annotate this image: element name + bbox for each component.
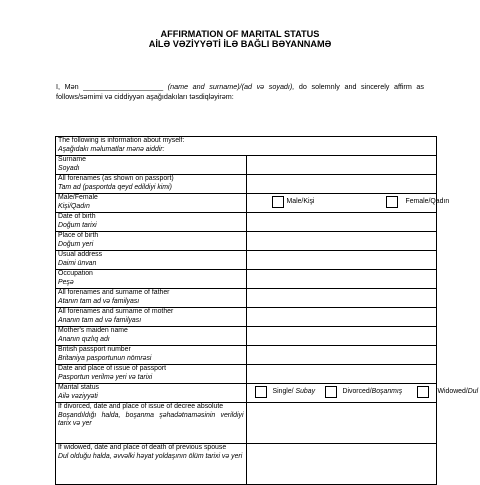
row-label: Date and place of issue of passport Pasportun verilmə yeri və tarixi xyxy=(56,365,247,384)
checkbox-icon[interactable] xyxy=(386,196,398,208)
checkbox-icon[interactable] xyxy=(272,196,284,208)
row-label: All forenames (as shown on passport) Tam ad (pasportda qeyd edildiyi kimi) xyxy=(56,175,247,194)
place-of-birth-field[interactable] xyxy=(246,232,437,251)
mother-maiden-name-field[interactable] xyxy=(246,327,437,346)
date-of-birth-field[interactable] xyxy=(246,213,437,232)
checkbox-icon[interactable] xyxy=(325,386,337,398)
row-label: Place of birth Doğum yeri xyxy=(56,232,247,251)
intro-suffix: do solemnly and sincerely affirm as follows/səmimi və ciddiyyən aşağıdakıları təsdiqləyirəm: xyxy=(56,82,424,101)
header-en: The following is information about myself: xyxy=(58,137,185,144)
surname-field[interactable] xyxy=(246,156,437,175)
row-label: Occupation Peşə xyxy=(56,270,247,289)
row-label: If divorced, date and place of issue of decree absolute Boşandıldığı halda, boşanma şəhadətnaməsinin verildiyi tarix və yer xyxy=(56,403,247,444)
row-label: Male/Female Kişi/Qadın xyxy=(56,194,247,213)
row-label: All forenames and surname of mother Ananın tam ad və familyası xyxy=(56,308,247,327)
widowed-details-field[interactable] xyxy=(246,444,437,485)
row-label: Surname Soyadı xyxy=(56,156,247,175)
male-option[interactable]: Male/Kişi xyxy=(272,196,315,208)
row-label: All forenames and surname of father Atanın tam ad və familyası xyxy=(56,289,247,308)
intro-prefix: I, Mən ____________________ xyxy=(56,82,164,91)
row-label: British passport number Britaniya pasportunun nömrəsi xyxy=(56,346,247,365)
female-option[interactable]: Female/Qadın xyxy=(386,196,450,208)
address-field[interactable] xyxy=(246,251,437,270)
checkbox-icon[interactable] xyxy=(417,386,429,398)
divorce-details-field[interactable] xyxy=(246,403,437,444)
header-az: Aşağıdakı məlumatlar mənə aiddir: xyxy=(58,145,165,153)
intro-italic: (name and surname)/(ad və soyadı), xyxy=(167,82,295,91)
row-label: Date of birth Doğum tarixi xyxy=(56,213,247,232)
passport-issue-field[interactable] xyxy=(246,365,437,384)
widowed-option[interactable]: Widowed/ Dul xyxy=(417,386,479,398)
personal-info-table xyxy=(55,136,479,485)
father-name-field[interactable] xyxy=(246,289,437,308)
occupation-field[interactable] xyxy=(246,270,437,289)
document-title xyxy=(0,29,480,49)
mother-name-field[interactable] xyxy=(246,308,437,327)
single-option[interactable]: Single/ Subay xyxy=(255,386,316,398)
title-english: AFFIRMATION OF MARITAL STATUS xyxy=(160,29,320,39)
forenames-field[interactable] xyxy=(246,175,437,194)
passport-number-field[interactable] xyxy=(246,346,437,365)
row-label: Marital status Ailə vəziyyəti xyxy=(56,384,247,403)
row-label: If widowed, date and place of death of previous spouse Dul olduğu halda, əvvəlki həyat yoldaşının ölüm tarixi və yeri xyxy=(56,444,247,485)
intro-paragraph xyxy=(56,82,424,102)
row-label: Mother's maiden name Ananın qızlıq adı xyxy=(56,327,247,346)
divorced-option[interactable]: Divorced/ Boşanmış xyxy=(325,386,403,398)
gender-options xyxy=(246,194,450,213)
marital-status-options xyxy=(246,384,479,403)
checkbox-icon[interactable] xyxy=(255,386,267,398)
table-header-row xyxy=(56,137,437,156)
title-azerbaijani: AİLƏ VƏZİYYƏTİ İLƏ BAĞLI BƏYANNAMƏ xyxy=(148,39,332,49)
row-label: Usual address Daimi ünvan xyxy=(56,251,247,270)
